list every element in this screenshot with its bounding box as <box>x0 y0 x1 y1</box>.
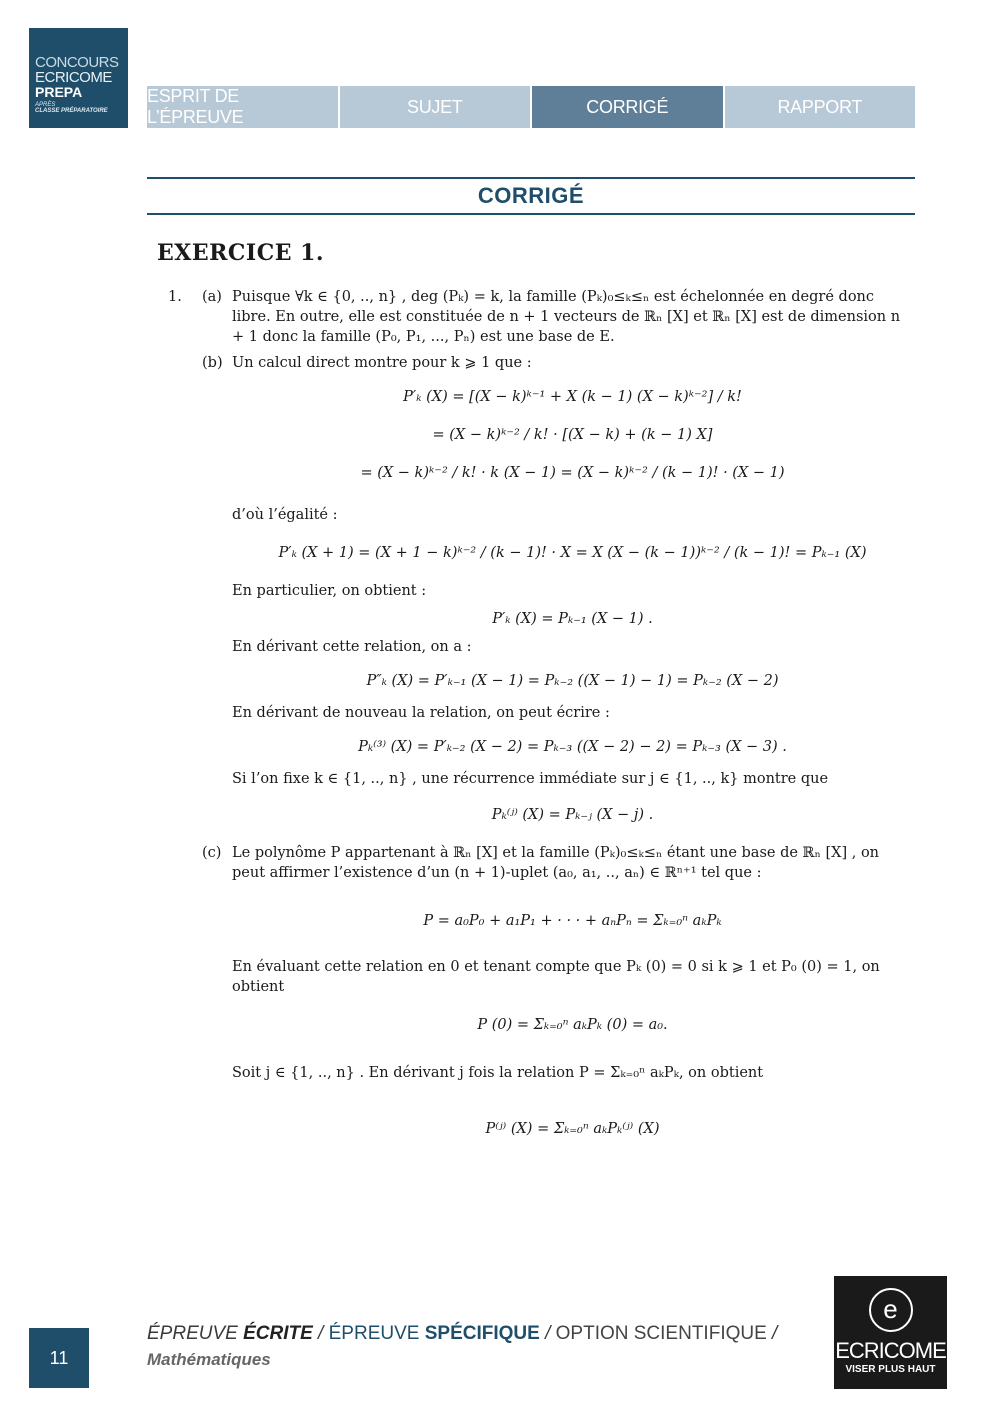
equation-b2: = (X − k)ᵏ⁻² / k! · [(X − k) + (k − 1) X] <box>432 427 713 443</box>
equation-b8: Pₖ⁽ʲ⁾ (X) = Pₖ₋ⱼ (X − j) . <box>491 807 654 823</box>
item-number: 1. <box>168 289 182 305</box>
page-number: 11 <box>29 1328 89 1388</box>
ecricome-logo <box>834 1276 947 1389</box>
exercise-title: EXERCICE 1. <box>157 240 325 266</box>
footer-epreuve: ÉPREUVE <box>147 1323 244 1344</box>
part-c <box>168 843 913 1147</box>
part-a-label: (a) <box>202 289 222 305</box>
ecricome-logo-tagline: VISER PLUS HAUT <box>845 1364 936 1375</box>
tab-sujet[interactable]: SUJET <box>340 86 531 128</box>
concours-ecricome-logo <box>29 28 128 128</box>
section-title: CORRIGÉ <box>147 177 915 215</box>
exercise-content <box>168 287 913 1147</box>
footer-epreuve2: ÉPREUVE <box>328 1323 425 1344</box>
tab-esprit[interactable]: ESPRIT DE L’ÉPREUVE <box>147 86 338 128</box>
footer-option: OPTION SCIENTIFIQUE <box>555 1323 767 1344</box>
footer-sep3: / <box>766 1323 778 1344</box>
logo-line-ecricome: ECRICOME <box>35 69 112 86</box>
equation-b4: P′ₖ (X + 1) = (X + 1 − k)ᵏ⁻² / (k − 1)! · X = X (X − (k − 1))ᵏ⁻² / (k − 1)! = Pₖ₋₁ (X) <box>278 545 867 561</box>
part-c-label: (c) <box>202 845 222 861</box>
section-tabs <box>147 86 915 128</box>
text-b3: En dérivant cette relation, on a : <box>232 639 472 655</box>
equation-c3: P⁽ʲ⁾ (X) = Σₖ₌₀ⁿ aₖPₖ⁽ʲ⁾ (X) <box>485 1121 660 1137</box>
text-c1: En évaluant cette relation en 0 et tenant compte que Pₖ (0) = 0 si k ⩾ 1 et P₀ (0) = 1, on obtient <box>232 959 880 995</box>
equation-b6: P″ₖ (X) = P′ₖ₋₁ (X − 1) = Pₖ₋₂ ((X − 1) − 1) = Pₖ₋₂ (X − 2) <box>366 673 779 689</box>
text-c2: Soit j ∈ {1, .., n} . En dérivant j fois la relation P = Σₖ₌₀ⁿ aₖPₖ, on obtient <box>232 1065 764 1081</box>
equation-b1: P′ₖ (X) = [(X − k)ᵏ⁻¹ + X (k − 1) (X − k)ᵏ⁻²] / k! <box>403 389 742 405</box>
ecricome-logo-name: ECRICOME <box>835 1338 946 1363</box>
text-b5: Si l’on fixe k ∈ {1, .., n} , une récurrence immédiate sur j ∈ {1, .., k} montre que <box>232 771 829 787</box>
part-a <box>168 287 913 347</box>
footer-sep1: / <box>312 1323 329 1344</box>
footer-ecrite: ÉCRITE <box>243 1323 313 1344</box>
text-b1: d’où l’égalité : <box>232 507 338 523</box>
equation-c1: P = a₀P₀ + a₁P₁ + · · · + aₙPₙ = Σₖ₌₀ⁿ aₖPₖ <box>423 913 722 929</box>
footer-exam-type <box>147 1323 777 1345</box>
text-b4: En dérivant de nouveau la relation, on peut écrire : <box>232 705 610 721</box>
equation-c2: P (0) = Σₖ₌₀ⁿ aₖPₖ (0) = a₀. <box>477 1017 668 1033</box>
equation-b5: P′ₖ (X) = Pₖ₋₁ (X − 1) . <box>492 611 653 627</box>
footer-specifique: SPÉCIFIQUE <box>424 1323 540 1344</box>
logo-line-prepa: PREPA <box>35 84 83 100</box>
part-b-intro: Un calcul direct montre pour k ⩾ 1 que : <box>232 355 532 371</box>
equation-b7: Pₖ⁽³⁾ (X) = P′ₖ₋₂ (X − 2) = Pₖ₋₃ ((X − 2) − 2) = Pₖ₋₃ (X − 3) . <box>358 739 787 755</box>
part-b-label: (b) <box>202 355 223 371</box>
equation-b3: = (X − k)ᵏ⁻² / k! · k (X − 1) = (X − k)ᵏ⁻² / (k − 1)! · (X − 1) <box>360 465 785 481</box>
footer-subject: Mathématiques <box>147 1350 271 1369</box>
part-b <box>168 353 913 833</box>
tab-rapport[interactable]: RAPPORT <box>725 86 916 128</box>
ecricome-e-icon: e <box>869 1288 913 1332</box>
logo-line-classe: CLASSE PRÉPARATOIRE <box>35 108 108 114</box>
footer-sep2: / <box>539 1323 556 1344</box>
part-c-text: Le polynôme P appartenant à ℝₙ [X] et la famille (Pₖ)₀≤ₖ≤ₙ étant une base de ℝₙ [X] , on peut affirmer l’existence d’un (n + 1)-uplet (a₀, a₁, .., aₙ) ∈ ℝⁿ⁺¹ tel que : <box>232 845 880 881</box>
text-b2: En particulier, on obtient : <box>232 583 427 599</box>
logo-line-apres: APRÈS <box>35 102 56 108</box>
part-a-text: Puisque ∀k ∈ {0, .., n} , deg (Pₖ) = k, la famille (Pₖ)₀≤ₖ≤ₙ est échelonnée en degré donc libre. En outre, elle est constituée de n + 1 vecteurs de ℝₙ [X] et ℝₙ [X] est de dimension n + 1 donc la famille (P₀, P₁, ..., Pₙ) est une base de E. <box>232 289 901 345</box>
logo-line-concours: CONCOURS <box>35 54 119 71</box>
tab-corrige[interactable]: CORRIGÉ <box>532 86 723 128</box>
